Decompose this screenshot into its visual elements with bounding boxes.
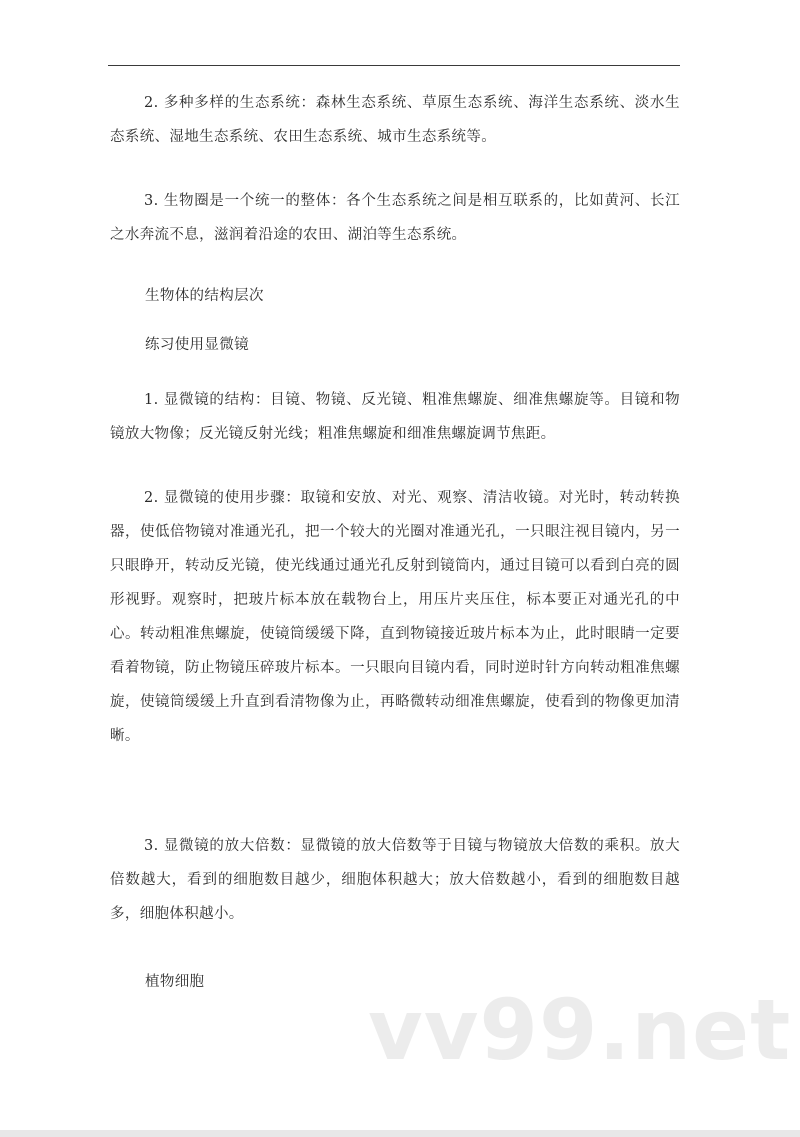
watermark-text: vv99.net: [368, 981, 792, 1079]
page-bottom-strip: [0, 1130, 800, 1137]
paragraph-ecosystem-types: 2. 多种多样的生态系统：森林生态系统、草原生态系统、海洋生态系统、淡水生态系统、湿地生态系统、农田生态系统、城市生态系统等。: [110, 95, 680, 145]
paragraph-biosphere-unity: 3. 生物圈是一个统一的整体：各个生态系统之间是相互联系的，比如黄河、长江之水奔流不息，滋润着沿途的农田、湖泊等生态系统。: [110, 193, 680, 243]
header-rule: [108, 65, 680, 66]
paragraph-microscope-usage: 2. 显微镜的使用步骤：取镜和安放、对光、观察、清洁收镜。对光时，转动转换器，使低倍物镜对准通光孔，把一个较大的光圈对准通光孔，一只眼注视目镜内，另一只眼睁开，转动反光镜，使光线通过通光孔反射到镜筒内，通过目镜可以看到白亮的圆形视野。观察时，把玻片标本放在载物台上，用压片夹压住，标本要正对通光孔的中心。转动粗准焦螺旋，使镜筒缓缓下降，直到物镜接近玻片标本为止，此时眼睛一定要看着物镜，防止物镜压碎玻片标本。一只眼向目镜内看，同时逆时针方向转动粗准焦螺旋，使镜筒缓缓上升直到看清物像为止，再略微转动细准焦螺旋，使看到的物像更加清晰。: [110, 490, 680, 744]
paragraph-microscope-structure: 1. 显微镜的结构：目镜、物镜、反光镜、粗准焦螺旋、细准焦螺旋等。目镜和物镜放大物像；反光镜反射光线；粗准焦螺旋和细准焦螺旋调节焦距。: [110, 392, 680, 442]
heading-organism-structure: 生物体的结构层次: [145, 288, 264, 304]
paragraph-magnification: 3. 显微镜的放大倍数：显微镜的放大倍数等于目镜与物镜放大倍数的乘积。放大倍数越大，看到的细胞数目越少，细胞体积越大；放大倍数越小，看到的细胞数目越多，细胞体积越小。: [110, 838, 680, 922]
heading-microscope-practice: 练习使用显微镜: [145, 337, 249, 353]
heading-plant-cell: 植物细胞: [145, 974, 205, 990]
